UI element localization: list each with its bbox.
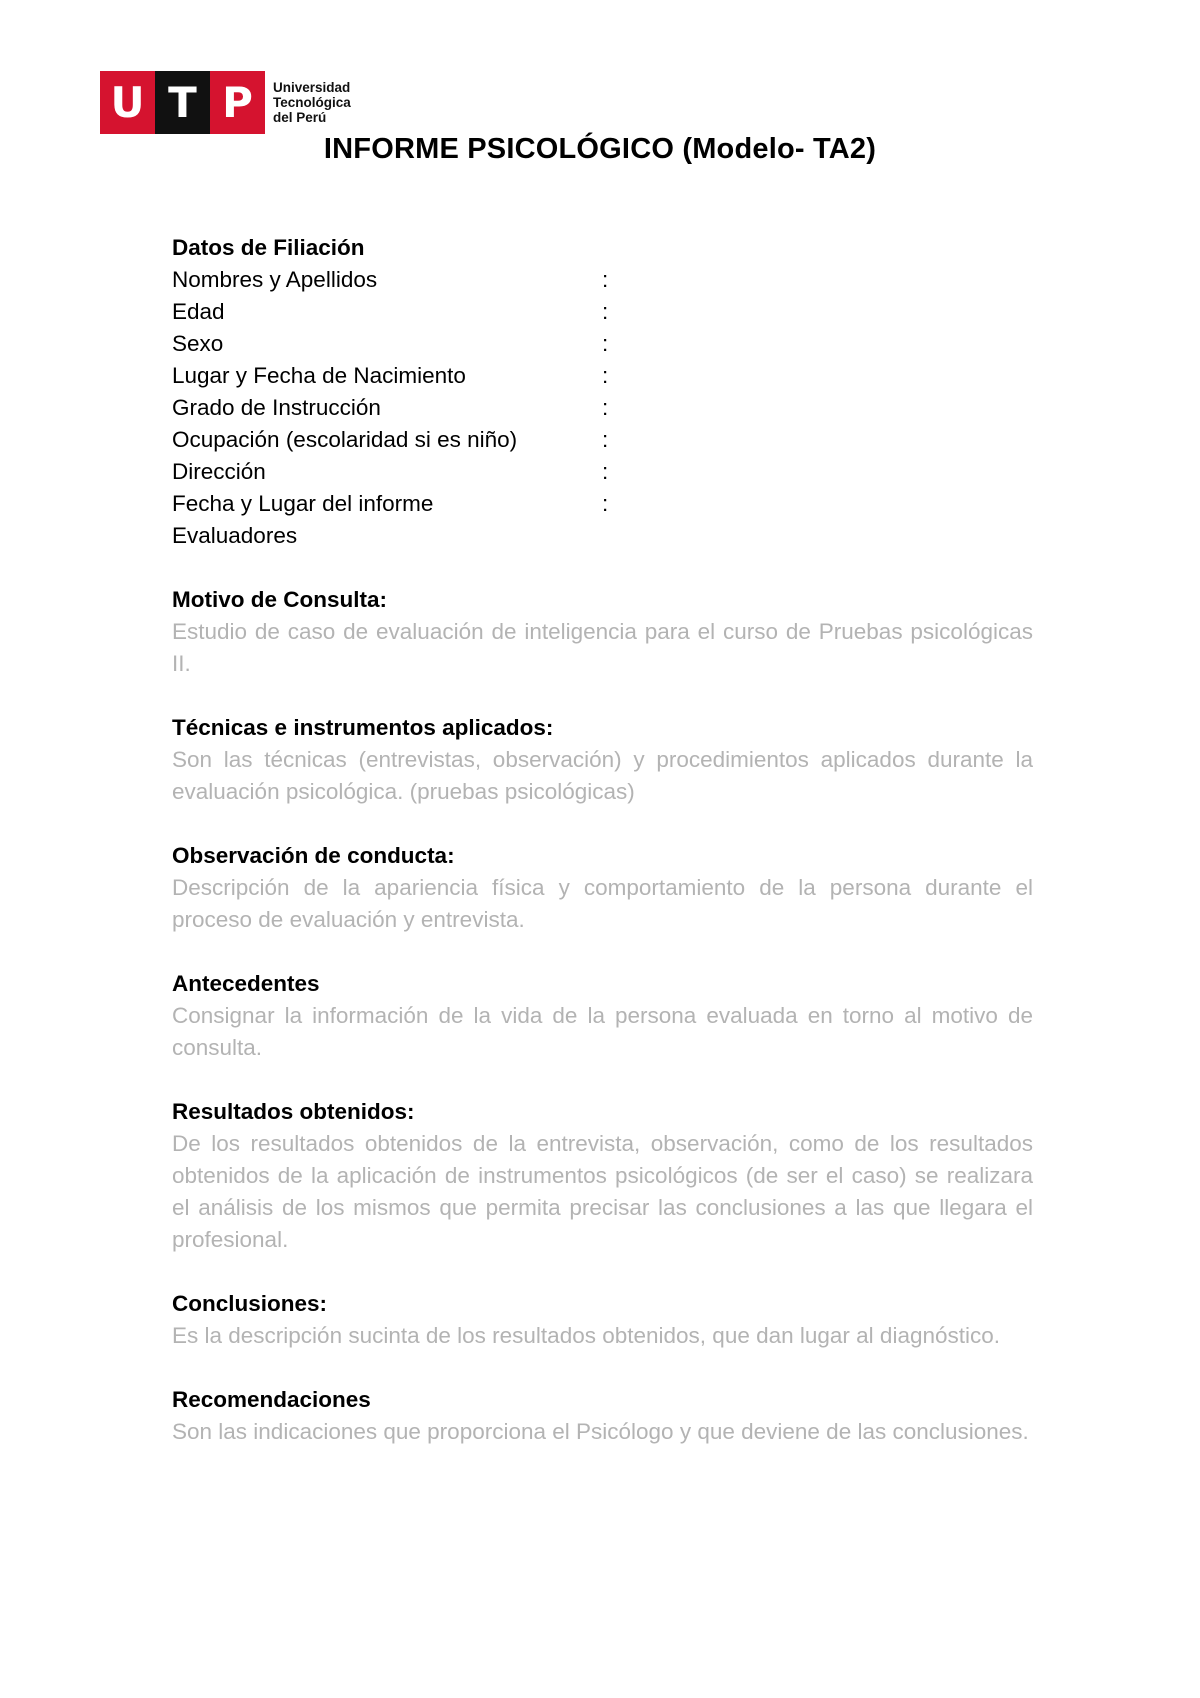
field-label: Dirección: [172, 459, 266, 484]
logo-letter-u: U: [100, 71, 155, 134]
document-title: INFORME PSICOLÓGICO (Modelo- TA2): [323, 133, 877, 165]
section-text: De los resultados obtenidos de la entrevista, observación, como de los resultados obtenidos de la aplicación de instrumentos psicológicos (de ser el caso) se realizara el análisis de los mismos que permita precisar las conclusiones a las que llegara el profesional.: [172, 1131, 1033, 1252]
filiacion-field-row: [172, 328, 1033, 360]
report-sections: [172, 552, 1033, 1448]
filiacion-heading: Datos de Filiación: [172, 235, 365, 260]
filiacion-field-row: [172, 456, 1033, 488]
section-heading: Conclusiones:: [172, 1291, 328, 1316]
field-colon: :: [602, 395, 609, 420]
field-colon: :: [602, 363, 609, 388]
logo-letter-t: T: [155, 71, 210, 134]
field-label: Edad: [172, 299, 225, 324]
report-section: [172, 584, 1033, 680]
field-label: Grado de Instrucción: [172, 395, 381, 420]
filiacion-field-row: [172, 360, 1033, 392]
utp-logo-blocks: [100, 71, 265, 134]
section-spacer: [172, 680, 1033, 712]
section-heading: Observación de conducta:: [172, 843, 455, 868]
report-section: [172, 968, 1033, 1064]
section-text: Consignar la información de la vida de la persona evaluada en torno al motivo de consulta.: [172, 1003, 1033, 1060]
section-text: Descripción de la apariencia física y comportamiento de la persona durante el proceso de evaluación y entrevista.: [172, 875, 1033, 932]
section-text: Es la descripción sucinta de los resultados obtenidos, que dan lugar al diagnóstico.: [172, 1323, 1001, 1348]
section-heading: Motivo de Consulta:: [172, 587, 387, 612]
section-spacer: [172, 552, 1033, 584]
field-label: Ocupación (escolaridad si es niño): [172, 427, 518, 452]
section-heading: Resultados obtenidos:: [172, 1099, 415, 1124]
field-label: Evaluadores: [172, 523, 298, 548]
field-label: Lugar y Fecha de Nacimiento: [172, 363, 466, 388]
utp-logo: [100, 71, 351, 134]
section-spacer: [172, 1352, 1033, 1384]
section-heading: Técnicas e instrumentos aplicados:: [172, 715, 554, 740]
section-heading: Antecedentes: [172, 971, 320, 996]
report-body: [172, 232, 1033, 1448]
report-section: [172, 840, 1033, 936]
filiacion-field-row: [172, 488, 1033, 520]
report-section: [172, 712, 1033, 808]
field-colon: :: [602, 331, 609, 356]
section-spacer: [172, 1064, 1033, 1096]
section-spacer: [172, 1256, 1033, 1288]
filiacion-field-row: [172, 520, 1033, 552]
report-section: [172, 1288, 1033, 1352]
section-text: Son las indicaciones que proporciona el Psicólogo y que deviene de las conclusiones.: [172, 1419, 1029, 1444]
filiacion-field-row: [172, 392, 1033, 424]
section-text: Son las técnicas (entrevistas, observación) y procedimientos aplicados durante la evaluación psicológica. (pruebas psicológicas): [172, 747, 1033, 804]
logo-text-line: Universidad: [273, 80, 351, 95]
field-colon: :: [602, 427, 609, 452]
section-spacer: [172, 936, 1033, 968]
report-section: [172, 1384, 1033, 1448]
field-label: Fecha y Lugar del informe: [172, 491, 434, 516]
logo-university-name: [273, 80, 351, 125]
field-label: Nombres y Apellidos: [172, 267, 378, 292]
field-colon: :: [602, 267, 609, 292]
filiacion-fields: [172, 264, 1033, 552]
field-colon: :: [602, 491, 609, 516]
filiacion-field-row: [172, 264, 1033, 296]
filiacion-field-row: [172, 296, 1033, 328]
field-label: Sexo: [172, 331, 224, 356]
section-spacer: [172, 808, 1033, 840]
field-colon: :: [602, 299, 609, 324]
logo-text-line: Tecnológica: [273, 95, 351, 110]
logo-letter-p: P: [210, 71, 265, 134]
section-heading: Recomendaciones: [172, 1387, 371, 1412]
logo-text-line: del Perú: [273, 110, 327, 125]
field-colon: :: [602, 459, 609, 484]
report-section: [172, 1096, 1033, 1256]
section-text: Estudio de caso de evaluación de inteligencia para el curso de Pruebas psicológicas II.: [172, 619, 1033, 676]
filiacion-field-row: [172, 424, 1033, 456]
